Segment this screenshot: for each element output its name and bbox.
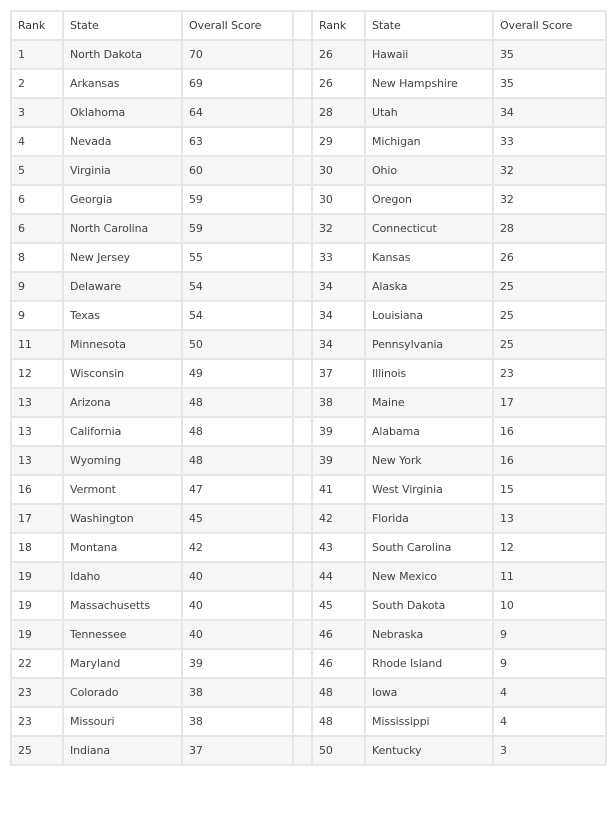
gap-cell bbox=[293, 504, 312, 533]
score-cell: 69 bbox=[182, 69, 293, 98]
table-row bbox=[11, 243, 606, 272]
state-cell: Massachusetts bbox=[63, 591, 182, 620]
score-cell: 59 bbox=[182, 214, 293, 243]
score-cell: 45 bbox=[182, 504, 293, 533]
rank-cell: 41 bbox=[312, 475, 365, 504]
state-cell: Illinois bbox=[365, 359, 493, 388]
rank-cell: 9 bbox=[11, 301, 63, 330]
state-cell: Louisiana bbox=[365, 301, 493, 330]
state-cell: Vermont bbox=[63, 475, 182, 504]
state-cell: Wyoming bbox=[63, 446, 182, 475]
rank-cell: 8 bbox=[11, 243, 63, 272]
score-cell: 38 bbox=[182, 678, 293, 707]
gap-cell bbox=[293, 98, 312, 127]
rank-cell: 46 bbox=[312, 620, 365, 649]
table-row bbox=[11, 40, 606, 69]
state-cell: South Dakota bbox=[365, 591, 493, 620]
state-cell: New Hampshire bbox=[365, 69, 493, 98]
table-row bbox=[11, 359, 606, 388]
table-row bbox=[11, 301, 606, 330]
table-row bbox=[11, 388, 606, 417]
rank-cell: 33 bbox=[312, 243, 365, 272]
rank-cell: 45 bbox=[312, 591, 365, 620]
table-row bbox=[11, 214, 606, 243]
rank-cell: 39 bbox=[312, 417, 365, 446]
state-cell: Utah bbox=[365, 98, 493, 127]
rank-cell: 18 bbox=[11, 533, 63, 562]
score-cell: 15 bbox=[493, 475, 606, 504]
rank-cell: 44 bbox=[312, 562, 365, 591]
state-cell: New Jersey bbox=[63, 243, 182, 272]
rank-cell: 42 bbox=[312, 504, 365, 533]
table-row bbox=[11, 185, 606, 214]
gap-cell bbox=[293, 127, 312, 156]
score-cell: 13 bbox=[493, 504, 606, 533]
rank-cell: 50 bbox=[312, 736, 365, 765]
table-row bbox=[11, 330, 606, 359]
rank-cell: 25 bbox=[11, 736, 63, 765]
rank-cell: 13 bbox=[11, 446, 63, 475]
state-cell: Wisconsin bbox=[63, 359, 182, 388]
state-header: State bbox=[63, 11, 182, 40]
score-cell: 60 bbox=[182, 156, 293, 185]
state-cell: South Carolina bbox=[365, 533, 493, 562]
score-cell: 55 bbox=[182, 243, 293, 272]
state-cell: Connecticut bbox=[365, 214, 493, 243]
score-cell: 9 bbox=[493, 620, 606, 649]
state-cell: New York bbox=[365, 446, 493, 475]
state-cell: Washington bbox=[63, 504, 182, 533]
state-cell: Arizona bbox=[63, 388, 182, 417]
score-cell: 32 bbox=[493, 185, 606, 214]
state-cell: Maryland bbox=[63, 649, 182, 678]
table-row bbox=[11, 69, 606, 98]
score-cell: 42 bbox=[182, 533, 293, 562]
gap-cell bbox=[293, 591, 312, 620]
score-cell: 39 bbox=[182, 649, 293, 678]
rank-cell: 2 bbox=[11, 69, 63, 98]
rank-cell: 28 bbox=[312, 98, 365, 127]
score-cell: 64 bbox=[182, 98, 293, 127]
score-cell: 48 bbox=[182, 417, 293, 446]
rank-cell: 4 bbox=[11, 127, 63, 156]
state-cell: Hawaii bbox=[365, 40, 493, 69]
score-cell: 47 bbox=[182, 475, 293, 504]
rank-cell: 11 bbox=[11, 330, 63, 359]
rank-cell: 1 bbox=[11, 40, 63, 69]
rank-cell: 16 bbox=[11, 475, 63, 504]
state-cell: North Carolina bbox=[63, 214, 182, 243]
score-cell: 54 bbox=[182, 272, 293, 301]
score-cell: 23 bbox=[493, 359, 606, 388]
gap-cell bbox=[293, 69, 312, 98]
rank-cell: 19 bbox=[11, 562, 63, 591]
gap-cell bbox=[293, 417, 312, 446]
gap-cell bbox=[293, 301, 312, 330]
gap-header bbox=[293, 11, 312, 40]
table-row bbox=[11, 127, 606, 156]
state-cell: Kansas bbox=[365, 243, 493, 272]
score-header: Overall Score bbox=[182, 11, 293, 40]
rank-cell: 19 bbox=[11, 591, 63, 620]
table-row bbox=[11, 562, 606, 591]
state-cell: Iowa bbox=[365, 678, 493, 707]
rank-cell: 34 bbox=[312, 301, 365, 330]
score-cell: 33 bbox=[493, 127, 606, 156]
score-cell: 70 bbox=[182, 40, 293, 69]
state-cell: Colorado bbox=[63, 678, 182, 707]
table-row bbox=[11, 98, 606, 127]
rank-cell: 22 bbox=[11, 649, 63, 678]
score-cell: 59 bbox=[182, 185, 293, 214]
table-row bbox=[11, 649, 606, 678]
rank-cell: 12 bbox=[11, 359, 63, 388]
gap-cell bbox=[293, 156, 312, 185]
state-cell: Missouri bbox=[63, 707, 182, 736]
gap-cell bbox=[293, 388, 312, 417]
state-cell: Kentucky bbox=[365, 736, 493, 765]
rank-cell: 30 bbox=[312, 185, 365, 214]
score-cell: 54 bbox=[182, 301, 293, 330]
state-cell: Montana bbox=[63, 533, 182, 562]
gap-cell bbox=[293, 272, 312, 301]
score-cell: 9 bbox=[493, 649, 606, 678]
table-row bbox=[11, 620, 606, 649]
rank-cell: 34 bbox=[312, 272, 365, 301]
state-cell: Tennessee bbox=[63, 620, 182, 649]
state-cell: North Dakota bbox=[63, 40, 182, 69]
rank-header: Rank bbox=[11, 11, 63, 40]
score-cell: 37 bbox=[182, 736, 293, 765]
rank-cell: 46 bbox=[312, 649, 365, 678]
state-cell: Alaska bbox=[365, 272, 493, 301]
state-cell: Arkansas bbox=[63, 69, 182, 98]
gap-cell bbox=[293, 707, 312, 736]
gap-cell bbox=[293, 359, 312, 388]
state-ranking-table bbox=[10, 10, 607, 766]
rank-cell: 32 bbox=[312, 214, 365, 243]
rank-cell: 6 bbox=[11, 185, 63, 214]
gap-cell bbox=[293, 475, 312, 504]
rank-cell: 13 bbox=[11, 388, 63, 417]
score-cell: 40 bbox=[182, 562, 293, 591]
rank-cell: 13 bbox=[11, 417, 63, 446]
gap-cell bbox=[293, 562, 312, 591]
score-cell: 26 bbox=[493, 243, 606, 272]
rank-cell: 30 bbox=[312, 156, 365, 185]
score-cell: 49 bbox=[182, 359, 293, 388]
rank-cell: 6 bbox=[11, 214, 63, 243]
rank-cell: 5 bbox=[11, 156, 63, 185]
score-cell: 25 bbox=[493, 330, 606, 359]
gap-cell bbox=[293, 678, 312, 707]
state-cell: Ohio bbox=[365, 156, 493, 185]
gap-cell bbox=[293, 40, 312, 69]
rank-cell: 26 bbox=[312, 69, 365, 98]
state-cell: Idaho bbox=[63, 562, 182, 591]
rank-cell: 43 bbox=[312, 533, 365, 562]
score-cell: 40 bbox=[182, 620, 293, 649]
rank-cell: 48 bbox=[312, 707, 365, 736]
rank-cell: 19 bbox=[11, 620, 63, 649]
state-cell: Pennsylvania bbox=[365, 330, 493, 359]
score-header: Overall Score bbox=[493, 11, 606, 40]
rank-cell: 34 bbox=[312, 330, 365, 359]
score-cell: 32 bbox=[493, 156, 606, 185]
table-row bbox=[11, 475, 606, 504]
rank-header: Rank bbox=[312, 11, 365, 40]
rank-cell: 26 bbox=[312, 40, 365, 69]
rank-cell: 9 bbox=[11, 272, 63, 301]
score-cell: 3 bbox=[493, 736, 606, 765]
state-cell: Oregon bbox=[365, 185, 493, 214]
score-cell: 25 bbox=[493, 301, 606, 330]
state-cell: Maine bbox=[365, 388, 493, 417]
state-cell: New Mexico bbox=[365, 562, 493, 591]
table-body bbox=[11, 40, 606, 765]
state-cell: California bbox=[63, 417, 182, 446]
state-cell: Indiana bbox=[63, 736, 182, 765]
gap-cell bbox=[293, 243, 312, 272]
state-cell: Virginia bbox=[63, 156, 182, 185]
gap-cell bbox=[293, 649, 312, 678]
score-cell: 12 bbox=[493, 533, 606, 562]
table-row bbox=[11, 504, 606, 533]
rank-cell: 48 bbox=[312, 678, 365, 707]
score-cell: 17 bbox=[493, 388, 606, 417]
state-cell: Minnesota bbox=[63, 330, 182, 359]
gap-cell bbox=[293, 185, 312, 214]
state-cell: Nevada bbox=[63, 127, 182, 156]
gap-cell bbox=[293, 214, 312, 243]
gap-cell bbox=[293, 736, 312, 765]
score-cell: 35 bbox=[493, 40, 606, 69]
score-cell: 10 bbox=[493, 591, 606, 620]
gap-cell bbox=[293, 620, 312, 649]
table-header-row bbox=[11, 11, 606, 40]
table-row bbox=[11, 272, 606, 301]
score-cell: 28 bbox=[493, 214, 606, 243]
score-cell: 40 bbox=[182, 591, 293, 620]
table-row bbox=[11, 736, 606, 765]
gap-cell bbox=[293, 533, 312, 562]
rank-cell: 23 bbox=[11, 678, 63, 707]
score-cell: 48 bbox=[182, 388, 293, 417]
state-cell: Nebraska bbox=[365, 620, 493, 649]
table-row bbox=[11, 417, 606, 446]
state-cell: West Virginia bbox=[365, 475, 493, 504]
table-row bbox=[11, 707, 606, 736]
rank-cell: 39 bbox=[312, 446, 365, 475]
state-cell: Florida bbox=[365, 504, 493, 533]
rank-cell: 3 bbox=[11, 98, 63, 127]
rank-cell: 17 bbox=[11, 504, 63, 533]
score-cell: 35 bbox=[493, 69, 606, 98]
score-cell: 16 bbox=[493, 446, 606, 475]
state-cell: Delaware bbox=[63, 272, 182, 301]
state-cell: Georgia bbox=[63, 185, 182, 214]
state-cell: Texas bbox=[63, 301, 182, 330]
table-row bbox=[11, 678, 606, 707]
score-cell: 4 bbox=[493, 678, 606, 707]
state-cell: Rhode Island bbox=[365, 649, 493, 678]
rank-cell: 38 bbox=[312, 388, 365, 417]
score-cell: 16 bbox=[493, 417, 606, 446]
table-row bbox=[11, 156, 606, 185]
table-row bbox=[11, 446, 606, 475]
state-cell: Oklahoma bbox=[63, 98, 182, 127]
state-header: State bbox=[365, 11, 493, 40]
score-cell: 11 bbox=[493, 562, 606, 591]
rank-cell: 29 bbox=[312, 127, 365, 156]
score-cell: 50 bbox=[182, 330, 293, 359]
score-cell: 38 bbox=[182, 707, 293, 736]
rank-cell: 37 bbox=[312, 359, 365, 388]
state-cell: Alabama bbox=[365, 417, 493, 446]
score-cell: 63 bbox=[182, 127, 293, 156]
rank-cell: 23 bbox=[11, 707, 63, 736]
state-cell: Michigan bbox=[365, 127, 493, 156]
state-cell: Mississippi bbox=[365, 707, 493, 736]
score-cell: 34 bbox=[493, 98, 606, 127]
score-cell: 25 bbox=[493, 272, 606, 301]
score-cell: 4 bbox=[493, 707, 606, 736]
gap-cell bbox=[293, 330, 312, 359]
score-cell: 48 bbox=[182, 446, 293, 475]
table-row bbox=[11, 591, 606, 620]
gap-cell bbox=[293, 446, 312, 475]
table-row bbox=[11, 533, 606, 562]
